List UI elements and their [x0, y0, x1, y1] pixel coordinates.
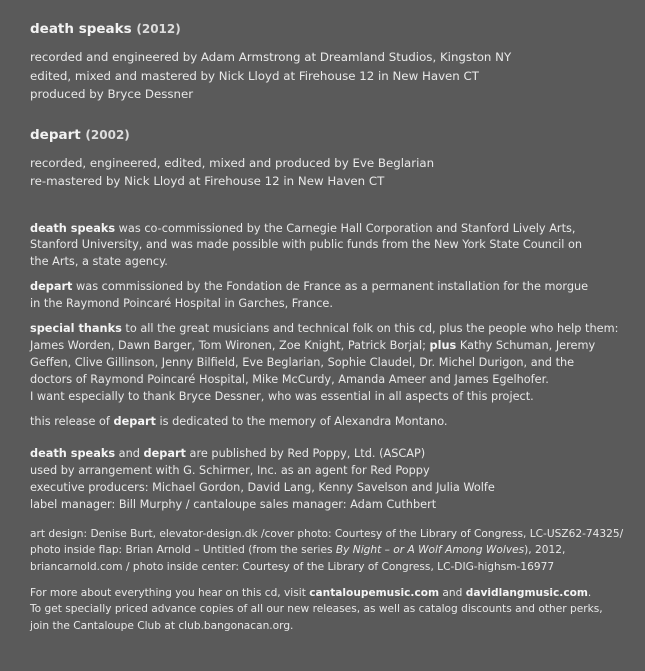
- website-cantaloupe: cantaloupemusic.com: [309, 586, 440, 599]
- text-line: to all the great musicians and technical folk on this cd, plus the people who help them:: [121, 322, 619, 336]
- death-speaks-credits: [30, 48, 631, 104]
- website-davidlang: davidlangmusic.com: [465, 586, 588, 599]
- text-line: was co-commissioned by the Carnegie Hall Corporation and Stanford Lively Arts,: [115, 221, 576, 235]
- text-line: doctors of Raymond Poincaré Hospital, Mike McCurdy, Amanda Ameer and James Egelhofer.: [30, 372, 549, 386]
- text-line: was commissioned by the Fondation de France as a permanent installation for the morgue: [72, 280, 589, 294]
- text-line: join the Cantaloupe Club at club.bangonacan.org.: [30, 619, 294, 632]
- commission-death-speaks: [30, 221, 631, 272]
- text-line: in the Raymond Poincaré Hospital in Garches, France.: [30, 297, 333, 311]
- text-line: For more about everything you hear on this cd, visit: [30, 586, 310, 599]
- credit-line: recorded and engineered by Adam Armstrong at Dreamland Studios, Kingston NY: [30, 50, 512, 64]
- depart-heading: [30, 126, 631, 144]
- text-line: this release of: [30, 414, 114, 428]
- text-line: Geffen, Clive Gillinson, Jenny Bilfield, Eve Beglarian, Sophie Claudel, Dr. Michel Durigon, and the: [30, 355, 575, 369]
- special-thanks: [30, 321, 631, 406]
- text-line: used by arrangement with G. Schirmer, Inc. as an agent for Red Poppy: [30, 464, 430, 478]
- text-line: Kathy Schuman, Jeremy: [456, 338, 596, 352]
- dedication: [30, 414, 631, 431]
- publishing-info: [30, 446, 631, 514]
- depart-title: depart: [30, 126, 81, 143]
- art-credits: [30, 526, 631, 575]
- depart-year: (2002): [85, 127, 130, 142]
- text-line: photo inside flap: Brian Arnold – Untitled (from the series: [30, 544, 336, 557]
- series-title: By Night – or A Wolf Among Wolves: [335, 544, 525, 557]
- death-speaks-year: (2012): [136, 22, 181, 36]
- text-line: .: [587, 586, 592, 599]
- text-line: art design: Denise Burt, elevator-design.dk /cover photo: Courtesy of the Library of Congress, LC-USZ62-74325/: [30, 528, 624, 541]
- text-line: is dedicated to the memory of Alexandra Montano.: [155, 414, 448, 428]
- commission-depart: [30, 279, 631, 313]
- plus-label: plus: [429, 338, 457, 352]
- more-info: [30, 585, 631, 634]
- text-line: the Arts, a state agency.: [30, 255, 168, 269]
- credit-line: produced by Bryce Dessner: [30, 87, 194, 101]
- special-thanks-label: special thanks: [30, 322, 122, 336]
- depart-credits: [30, 154, 631, 191]
- text-line: briancarnold.com / photo inside center: Courtesy of the Library of Congress, LC-DIG-highsm-16977: [30, 560, 555, 573]
- credit-line: recorded, engineered, edited, mixed and produced by Eve Beglarian: [30, 155, 435, 170]
- text-line: James Worden, Dawn Barger, Tom Wironen, Zoe Knight, Patrick Borjal;: [30, 338, 430, 352]
- death-speaks-heading: [30, 20, 631, 38]
- text-line: are published by Red Poppy, Ltd. (ASCAP): [185, 447, 426, 461]
- text-line: and: [115, 447, 144, 461]
- credit-line: re-mastered by Nick Lloyd at Firehouse 12 in New Haven CT: [30, 174, 385, 188]
- bold-work-title: depart: [30, 280, 73, 294]
- text-line: and: [439, 586, 466, 599]
- text-line: Stanford University, and was made possible with public funds from the New York State Council on: [30, 238, 583, 252]
- text-line: ), 2012,: [524, 544, 566, 557]
- bold-work-title: depart: [143, 447, 186, 461]
- bold-work-title: depart: [113, 414, 156, 428]
- credit-line: edited, mixed and mastered by Nick Lloyd at Firehouse 12 in New Haven CT: [30, 68, 479, 83]
- bold-work-title: death speaks: [30, 447, 116, 461]
- text-line: label manager: Bill Murphy / cantaloupe sales manager: Adam Cuthbert: [30, 498, 437, 512]
- text-line: To get specially priced advance copies of all our new releases, as well as catalog discounts and other perks,: [30, 603, 603, 616]
- text-line: I want especially to thank Bryce Dessner, who was essential in all aspects of this project.: [30, 389, 534, 403]
- text-line: executive producers: Michael Gordon, David Lang, Kenny Savelson and Julia Wolfe: [30, 481, 495, 495]
- death-speaks-title: death speaks: [30, 21, 132, 37]
- bold-work-title: death speaks: [30, 221, 116, 235]
